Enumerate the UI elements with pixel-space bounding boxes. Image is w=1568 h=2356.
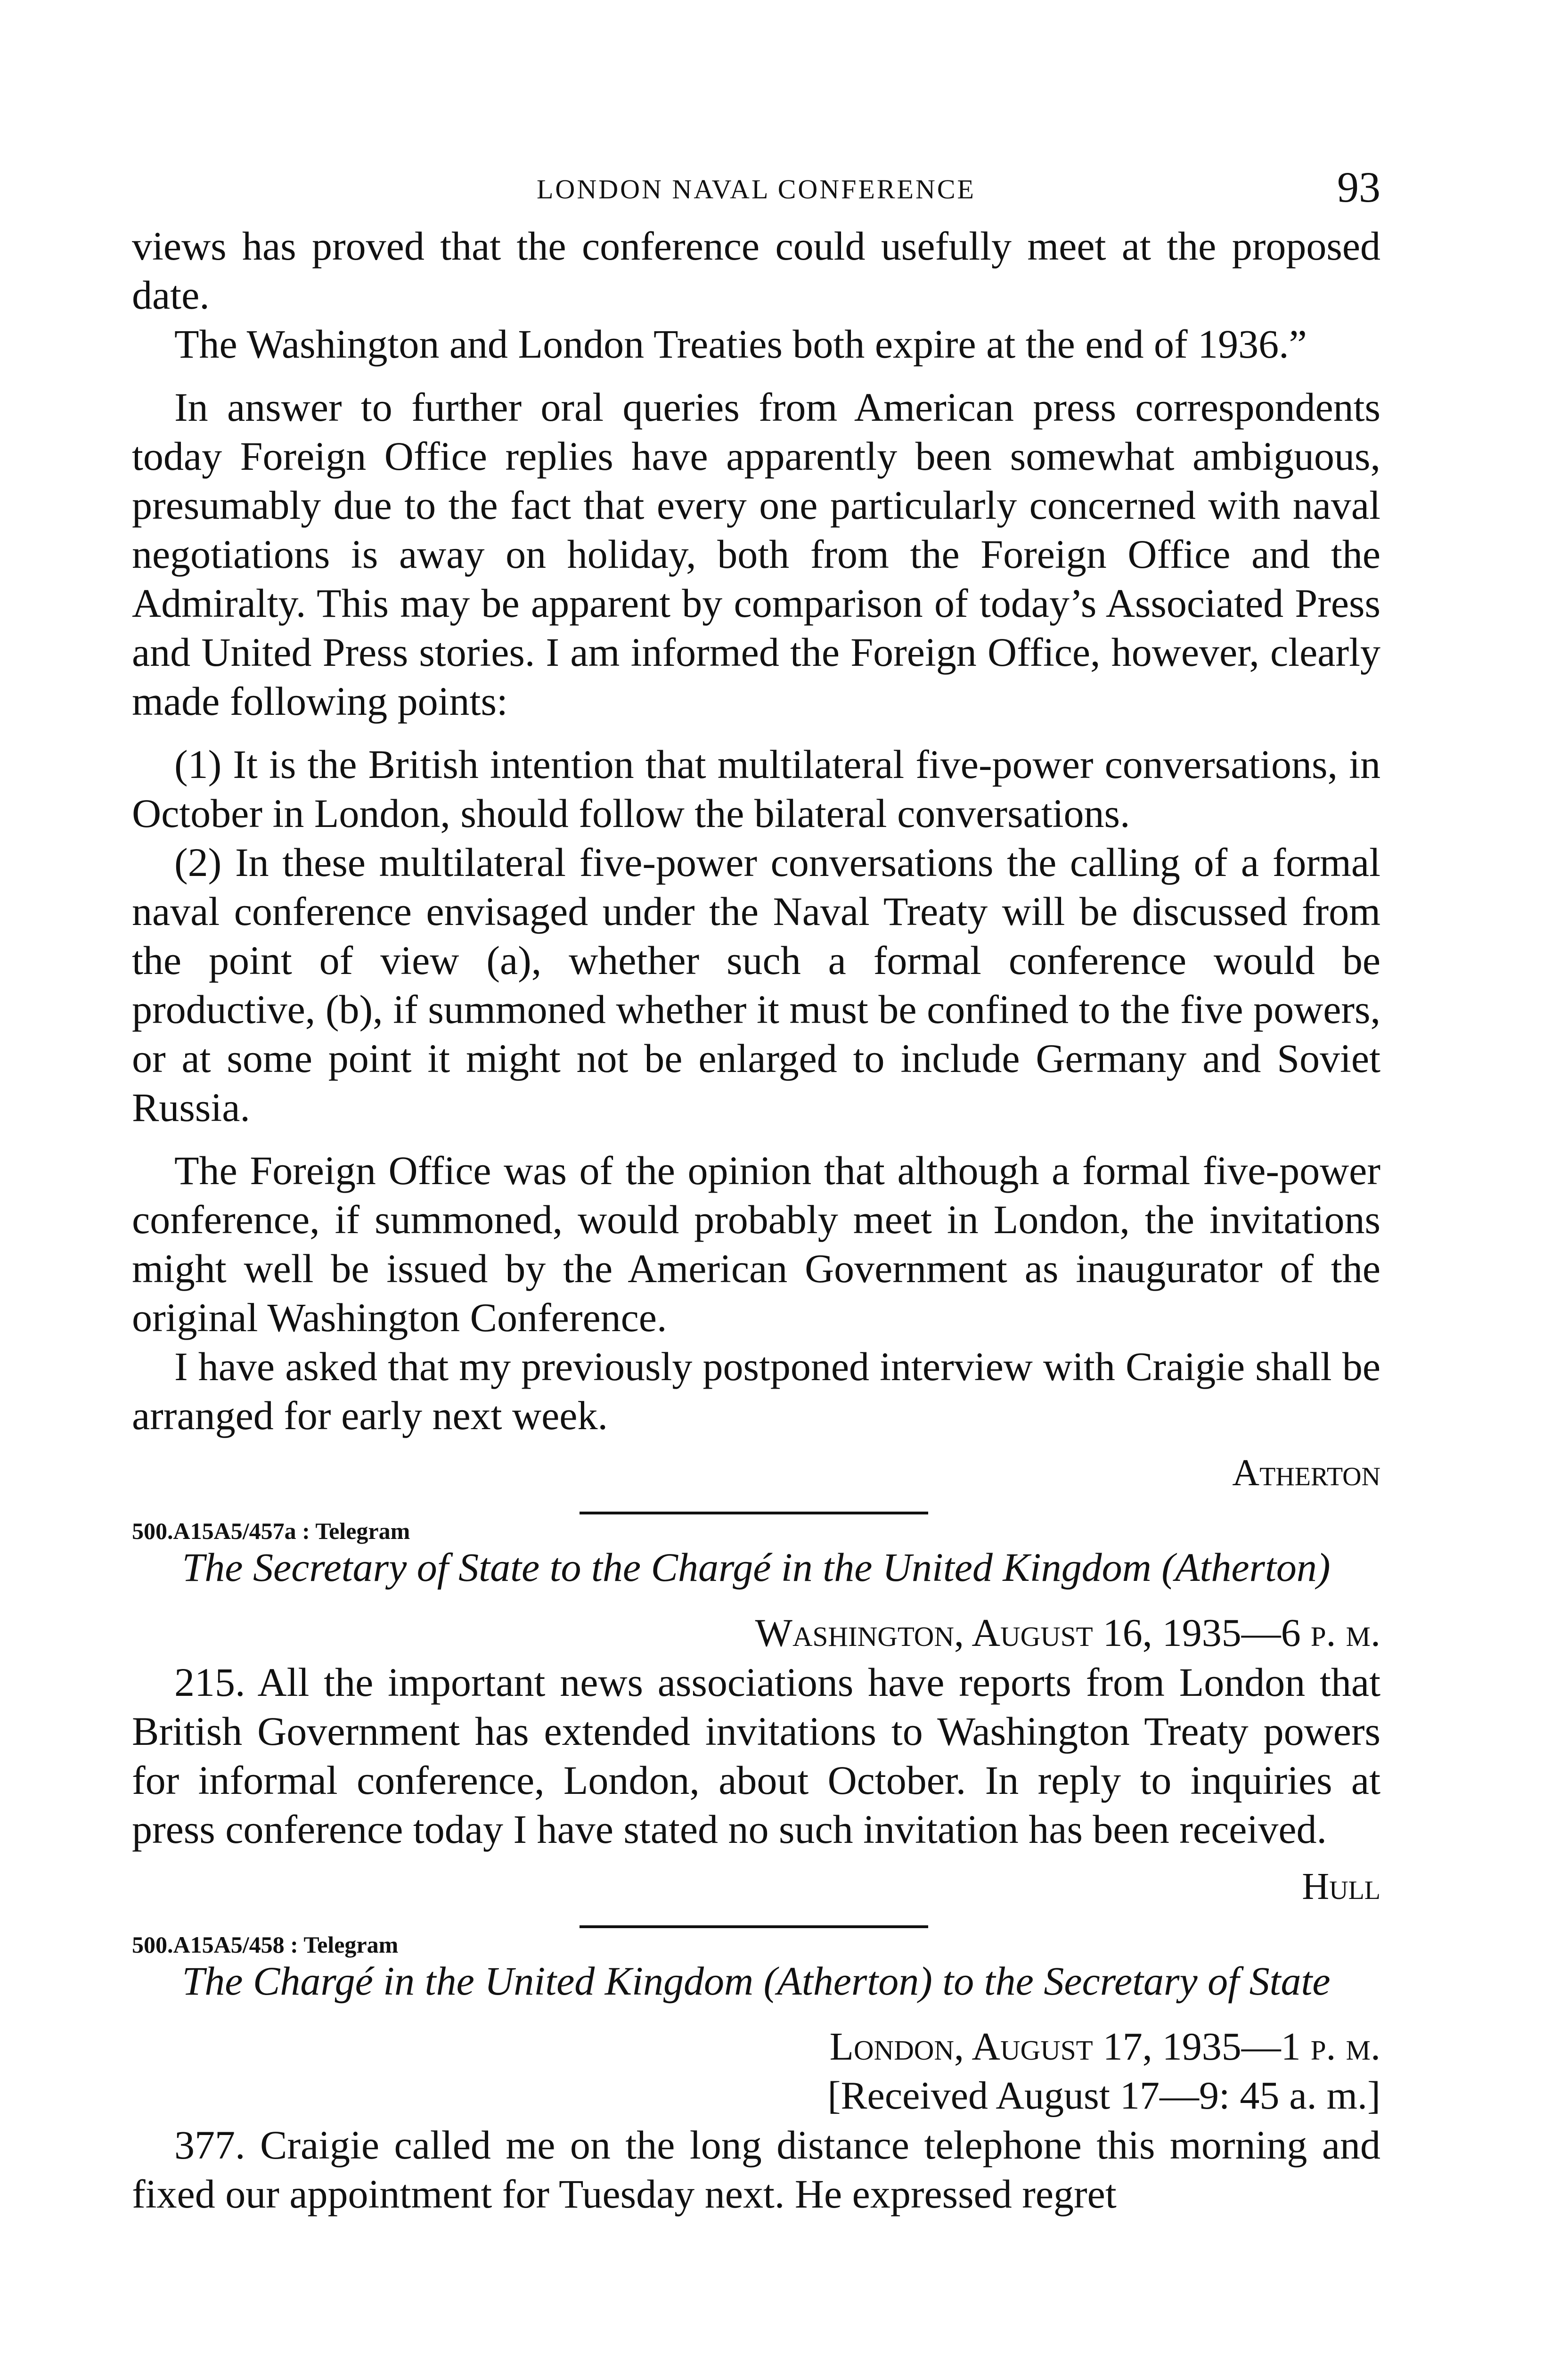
dateline: Washington, August 16, 1935—6 p. m.	[755, 1611, 1380, 1655]
signature-hull: Hull	[1302, 1866, 1380, 1907]
divider-rule	[580, 1512, 928, 1514]
paragraph-craigie-interview: I have asked that my previously postponed interview with Craigie shall be arranged for early next week.	[132, 1344, 1380, 1438]
paragraph-press-queries: In answer to further oral queries from American press correspondents today Foreign Office replies have apparently been somewhat ambiguous, presumably due to the fact that every one particularly concerned with naval negotiations is away on holiday, both from the Foreign Office and the Admiralty. This may be apparent by comparison of today’s Associated Press and United Press stories. I am informed the Foreign Office, however, clearly made following points:	[132, 384, 1380, 724]
point-2: (2) In these multilateral five-power conversations the calling of a formal naval conference envisaged under the Naval Treaty will be discussed from the point of view (a), whether such a formal conference would be productive, (b), if summoned whether it must be confined to the five powers, or at some point it might not be enlarged to include Germany and Soviet Russia.	[132, 840, 1380, 1130]
document-heading: The Chargé in the United Kingdom (Atherton) to the Secretary of State	[182, 1958, 1331, 2004]
telegram-text: 377. Craigie called me on the long distance telephone this morning and fixed our appointment for Tuesday next. He expressed regret	[132, 2122, 1380, 2217]
signature-atherton: Atherton	[1232, 1452, 1380, 1494]
divider-rule	[580, 1925, 928, 1928]
running-title: LONDON NAVAL CONFERENCE	[537, 174, 976, 205]
section-divider	[132, 1910, 1380, 1958]
running-head	[132, 155, 1380, 211]
paragraph-foreign-office-opinion: The Foreign Office was of the opinion that although a formal five-power conference, if summoned, would probably meet in London, the invitations might well be issued by the American Government as inaugurator of the original Washington Conference.	[132, 1148, 1380, 1340]
page-number: 93	[1337, 163, 1380, 211]
section-divider	[132, 1497, 1380, 1544]
paragraph-continuation: views has proved that the conference could usefully meet at the proposed date.	[132, 223, 1380, 318]
document-heading: The Secretary of State to the Chargé in the United Kingdom (Atherton)	[182, 1545, 1331, 1590]
dateline: London, August 17, 1935—1 p. m.	[829, 2025, 1380, 2069]
file-reference: 500.A15A5/458 : Telegram	[132, 1931, 399, 1958]
file-reference: 500.A15A5/457a : Telegram	[132, 1518, 410, 1544]
telegram-text: 215. All the important news associations have reports from London that British Government has extended invitations to Washington Treaty powers for informal conference, London, about October. In reply to inquiries at press conference today I have stated no such invitation has been received.	[132, 1660, 1380, 1852]
document-page	[132, 155, 1380, 2218]
point-1: (1) It is the British intention that multilateral five-power conversations, in October in London, should follow the bilateral conversations.	[132, 742, 1380, 836]
paragraph-treaties-expire: The Washington and London Treaties both expire at the end of 1936.”	[174, 321, 1307, 367]
received-note: [Received August 17—9: 45 a. m.]	[827, 2074, 1380, 2118]
